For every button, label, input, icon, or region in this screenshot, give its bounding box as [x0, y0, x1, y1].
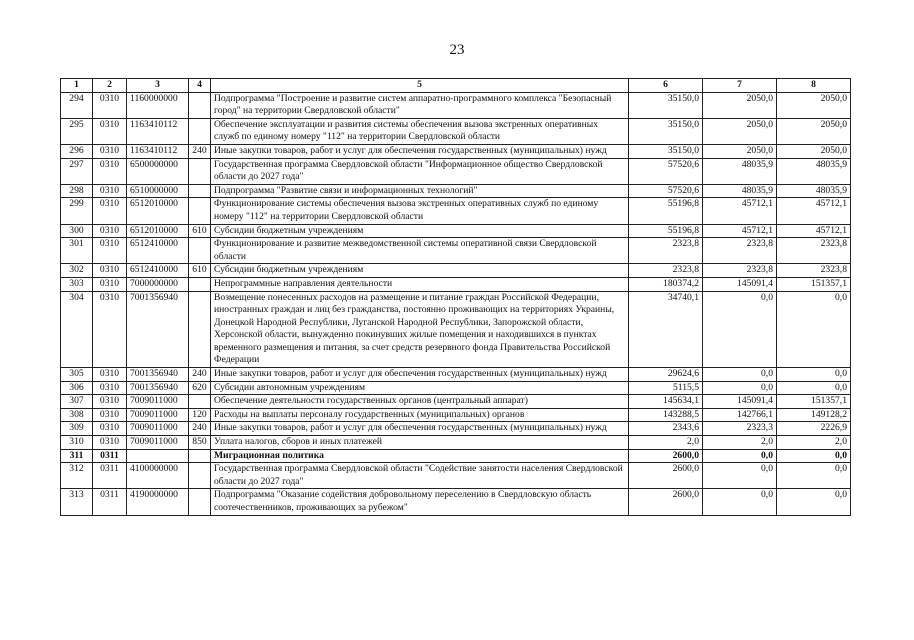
row-number: 313: [61, 489, 93, 515]
row-number: 310: [61, 436, 93, 450]
table-row: [61, 436, 851, 450]
amount-col-6: 2323,8: [629, 238, 703, 264]
amount-col-6: 180374,2: [629, 277, 703, 291]
table-row: [61, 118, 851, 144]
amount-col-6: 2343,6: [629, 422, 703, 436]
section-code: 0311: [93, 463, 127, 489]
table-row: [61, 92, 851, 118]
amount-col-6: 55196,8: [629, 224, 703, 238]
amount-col-6: 145634,1: [629, 395, 703, 409]
item-name: Уплата налогов, сборов и иных платежей: [211, 436, 629, 450]
item-name: Функционирование системы обеспечения вызова экстренных оперативных служб по единому номеру "112" на территории Свердловской области: [211, 198, 629, 224]
item-name: Иные закупки товаров, работ и услуг для обеспечения государственных (муниципальных) нужд: [211, 422, 629, 436]
table-row: [61, 198, 851, 224]
expense-type-code: 120: [189, 408, 211, 422]
amount-col-7: 2050,0: [703, 92, 777, 118]
column-header: 4: [189, 79, 211, 93]
target-article-code: 7009011000: [127, 395, 189, 409]
table-row: [61, 158, 851, 184]
amount-col-8: 2226,9: [777, 422, 851, 436]
target-article-code: 6512010000: [127, 198, 189, 224]
budget-table: [60, 78, 851, 516]
target-article-code: 7001356940: [127, 291, 189, 368]
target-article-code: 1160000000: [127, 92, 189, 118]
amount-col-6: 2,0: [629, 436, 703, 450]
expense-type-code: [189, 277, 211, 291]
row-number: 306: [61, 381, 93, 395]
row-number: 304: [61, 291, 93, 368]
amount-col-8: 2323,8: [777, 264, 851, 278]
section-code: 0310: [93, 144, 127, 158]
table-row: [61, 449, 851, 463]
amount-col-8: 2,0: [777, 436, 851, 450]
amount-col-8: 48035,9: [777, 184, 851, 198]
column-header: 7: [703, 79, 777, 93]
amount-col-8: 45712,1: [777, 198, 851, 224]
expense-type-code: 610: [189, 224, 211, 238]
row-number: 301: [61, 238, 93, 264]
section-code: 0310: [93, 158, 127, 184]
section-code: 0310: [93, 291, 127, 368]
amount-col-8: 0,0: [777, 368, 851, 382]
target-article-code: 7001356940: [127, 368, 189, 382]
expense-type-code: [189, 118, 211, 144]
amount-col-8: 0,0: [777, 381, 851, 395]
expense-type-code: [189, 92, 211, 118]
row-number: 311: [61, 449, 93, 463]
section-code: 0310: [93, 92, 127, 118]
section-code: 0310: [93, 408, 127, 422]
column-header: 6: [629, 79, 703, 93]
target-article-code: 7009011000: [127, 436, 189, 450]
amount-col-8: 0,0: [777, 449, 851, 463]
section-code: 0310: [93, 238, 127, 264]
amount-col-8: 2050,0: [777, 118, 851, 144]
expense-type-code: [189, 463, 211, 489]
section-code: 0311: [93, 489, 127, 515]
amount-col-7: 0,0: [703, 463, 777, 489]
section-code: 0310: [93, 436, 127, 450]
section-code: 0310: [93, 381, 127, 395]
target-article-code: 6512410000: [127, 264, 189, 278]
row-number: 305: [61, 368, 93, 382]
target-article-code: 1163410112: [127, 144, 189, 158]
row-number: 303: [61, 277, 93, 291]
amount-col-6: 2600,0: [629, 463, 703, 489]
column-header: 2: [93, 79, 127, 93]
target-article-code: 6512410000: [127, 238, 189, 264]
amount-col-7: 0,0: [703, 449, 777, 463]
item-name: Субсидии бюджетным учреждениям: [211, 224, 629, 238]
expense-type-code: [189, 158, 211, 184]
amount-col-6: 5115,5: [629, 381, 703, 395]
item-name: Иные закупки товаров, работ и услуг для обеспечения государственных (муниципальных) нужд: [211, 368, 629, 382]
amount-col-6: 34740,1: [629, 291, 703, 368]
amount-col-8: 2323,8: [777, 238, 851, 264]
amount-col-6: 57520,6: [629, 158, 703, 184]
amount-col-7: 0,0: [703, 381, 777, 395]
target-article-code: 4100000000: [127, 463, 189, 489]
row-number: 299: [61, 198, 93, 224]
section-code: 0310: [93, 184, 127, 198]
item-name: Функционирование и развитие межведомственной системы оперативной связи Свердловской области: [211, 238, 629, 264]
page-number: 23: [449, 42, 465, 58]
expense-type-code: 240: [189, 144, 211, 158]
row-number: 298: [61, 184, 93, 198]
column-header: 1: [61, 79, 93, 93]
amount-col-8: 48035,9: [777, 158, 851, 184]
section-code: 0310: [93, 198, 127, 224]
amount-col-7: 0,0: [703, 368, 777, 382]
item-name: Обеспечение деятельности государственных органов (центральный аппарат): [211, 395, 629, 409]
table-row: [61, 264, 851, 278]
item-name: Иные закупки товаров, работ и услуг для обеспечения государственных (муниципальных) нужд: [211, 144, 629, 158]
expense-type-code: [189, 291, 211, 368]
row-number: 295: [61, 118, 93, 144]
column-header: 5: [211, 79, 629, 93]
amount-col-8: 2050,0: [777, 92, 851, 118]
amount-col-8: 151357,1: [777, 277, 851, 291]
section-code: 0310: [93, 118, 127, 144]
target-article-code: 7009011000: [127, 422, 189, 436]
row-number: 309: [61, 422, 93, 436]
section-code: 0311: [93, 449, 127, 463]
amount-col-6: 35150,0: [629, 144, 703, 158]
expense-type-code: [189, 184, 211, 198]
table-row: [61, 238, 851, 264]
amount-col-6: 29624,6: [629, 368, 703, 382]
table-row: [61, 368, 851, 382]
target-article-code: 4190000000: [127, 489, 189, 515]
row-number: 307: [61, 395, 93, 409]
item-name: Обеспечение эксплуатации и развития системы обеспечения вызова экстренных оперативных служб по единому номеру "112" на территории Свердловской области: [211, 118, 629, 144]
amount-col-6: 143288,5: [629, 408, 703, 422]
item-name: Подпрограмма "Развитие связи и информационных технологий": [211, 184, 629, 198]
section-code: 0310: [93, 224, 127, 238]
table-row: [61, 144, 851, 158]
column-header: 3: [127, 79, 189, 93]
table-header-row: [61, 79, 851, 93]
item-name: Подпрограмма "Построение и развитие систем аппаратно-программного комплекса "Безопасный город" на территории Свердловской области": [211, 92, 629, 118]
item-name: Подпрограмма "Оказание содействия добровольному переселению в Свердловскую область соотечественников, проживающих за рубежом": [211, 489, 629, 515]
table-row: [61, 489, 851, 515]
amount-col-7: 142766,1: [703, 408, 777, 422]
target-article-code: 7000000000: [127, 277, 189, 291]
row-number: 294: [61, 92, 93, 118]
amount-col-6: 2323,8: [629, 264, 703, 278]
table-row: [61, 408, 851, 422]
target-article-code: 6510000000: [127, 184, 189, 198]
amount-col-6: 57520,6: [629, 184, 703, 198]
column-header: 8: [777, 79, 851, 93]
amount-col-7: 0,0: [703, 291, 777, 368]
table-row: [61, 381, 851, 395]
expense-type-code: [189, 238, 211, 264]
target-article-code: 6512010000: [127, 224, 189, 238]
amount-col-7: 0,0: [703, 489, 777, 515]
target-article-code: 7001356940: [127, 381, 189, 395]
item-name: Возмещение понесенных расходов на размещение и питание граждан Российской Федерации, иностранных граждан и лиц без гражданства, постоянно проживающих на территориях Украины, Донецкой Народной Республики, Луганской Народной Республики, Запорожской области, Херсонской области, вынужденно покинувших жилые помещения и находившихся в пунктах временного размещения и питания, за счет средств резервного фонда Правительства Российской Федерации: [211, 291, 629, 368]
amount-col-6: 2600,0: [629, 489, 703, 515]
amount-col-7: 45712,1: [703, 224, 777, 238]
table-row: [61, 224, 851, 238]
amount-col-8: 0,0: [777, 463, 851, 489]
amount-col-7: 145091,4: [703, 395, 777, 409]
row-number: 312: [61, 463, 93, 489]
section-code: 0310: [93, 395, 127, 409]
amount-col-8: 45712,1: [777, 224, 851, 238]
expense-type-code: [189, 198, 211, 224]
amount-col-7: 2323,8: [703, 238, 777, 264]
target-article-code: [127, 449, 189, 463]
amount-col-7: 2323,8: [703, 264, 777, 278]
item-name: Миграционная политика: [211, 449, 629, 463]
expense-type-code: 620: [189, 381, 211, 395]
target-article-code: 7009011000: [127, 408, 189, 422]
target-article-code: 6500000000: [127, 158, 189, 184]
table-row: [61, 395, 851, 409]
amount-col-7: 145091,4: [703, 277, 777, 291]
amount-col-6: 55196,8: [629, 198, 703, 224]
expense-type-code: 610: [189, 264, 211, 278]
row-number: 296: [61, 144, 93, 158]
expense-type-code: 240: [189, 422, 211, 436]
target-article-code: 1163410112: [127, 118, 189, 144]
table-row: [61, 184, 851, 198]
amount-col-7: 45712,1: [703, 198, 777, 224]
row-number: 308: [61, 408, 93, 422]
expense-type-code: 850: [189, 436, 211, 450]
amount-col-8: 2050,0: [777, 144, 851, 158]
amount-col-6: 35150,0: [629, 92, 703, 118]
amount-col-7: 2050,0: [703, 144, 777, 158]
row-number: 297: [61, 158, 93, 184]
table-row: [61, 277, 851, 291]
item-name: Расходы на выплаты персоналу государственных (муниципальных) органов: [211, 408, 629, 422]
section-code: 0310: [93, 422, 127, 436]
table-body: [61, 92, 851, 515]
expense-type-code: [189, 395, 211, 409]
amount-col-8: 0,0: [777, 291, 851, 368]
amount-col-7: 2,0: [703, 436, 777, 450]
item-name: Государственная программа Свердловской области "Содействие занятости населения Свердловской области до 2027 года": [211, 463, 629, 489]
amount-col-8: 149128,2: [777, 408, 851, 422]
expense-type-code: [189, 489, 211, 515]
section-code: 0310: [93, 368, 127, 382]
amount-col-8: 151357,1: [777, 395, 851, 409]
amount-col-6: 2600,0: [629, 449, 703, 463]
amount-col-7: 2323,3: [703, 422, 777, 436]
table-row: [61, 422, 851, 436]
amount-col-6: 35150,0: [629, 118, 703, 144]
item-name: Государственная программа Свердловской области "Информационное общество Свердловской области до 2027 года": [211, 158, 629, 184]
amount-col-7: 48035,9: [703, 184, 777, 198]
amount-col-7: 48035,9: [703, 158, 777, 184]
amount-col-7: 2050,0: [703, 118, 777, 144]
expense-type-code: [189, 449, 211, 463]
table-row: [61, 291, 851, 368]
section-code: 0310: [93, 264, 127, 278]
item-name: Субсидии автономным учреждениям: [211, 381, 629, 395]
item-name: Субсидии бюджетным учреждениям: [211, 264, 629, 278]
row-number: 302: [61, 264, 93, 278]
section-code: 0310: [93, 277, 127, 291]
item-name: Непрограммные направления деятельности: [211, 277, 629, 291]
table-row: [61, 463, 851, 489]
row-number: 300: [61, 224, 93, 238]
amount-col-8: 0,0: [777, 489, 851, 515]
expense-type-code: 240: [189, 368, 211, 382]
